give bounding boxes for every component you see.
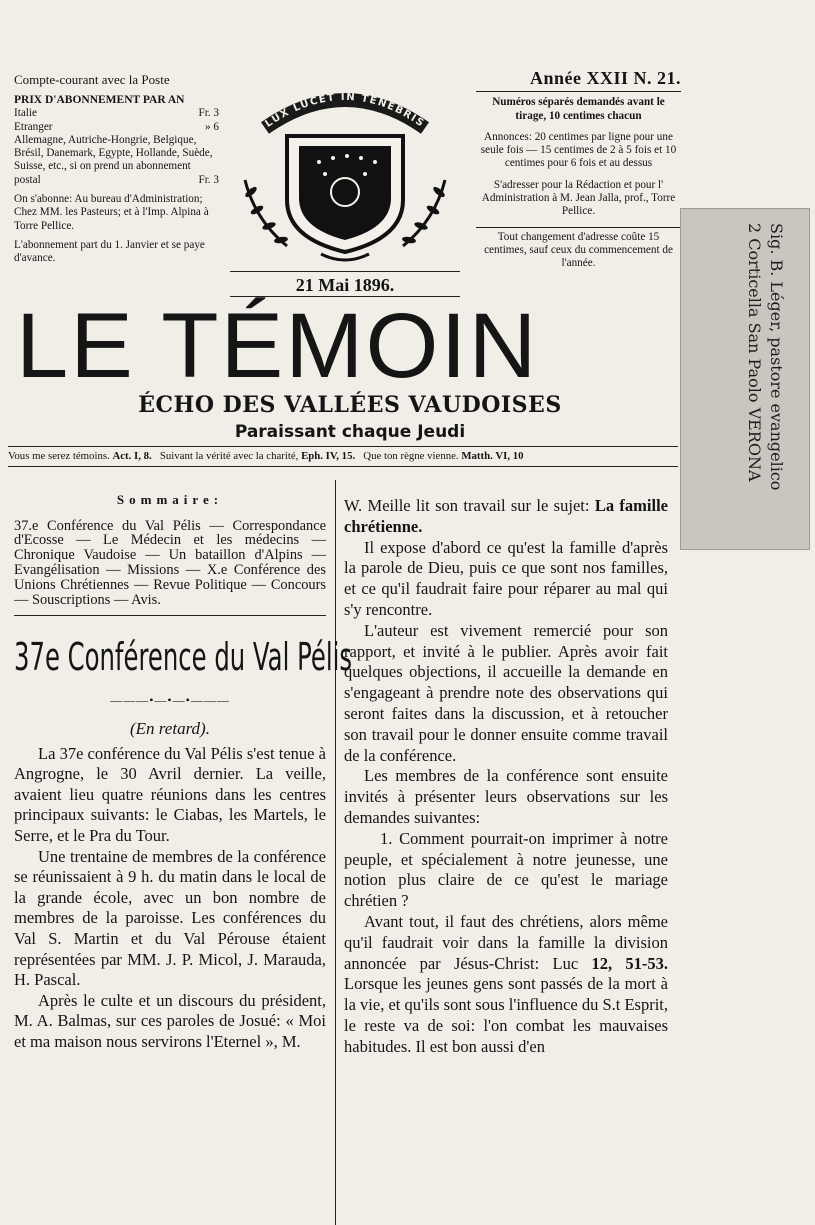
summary-title: Sommaire: [116, 492, 224, 507]
svg-text:LUX LUCET IN TENEBRIS [263, 92, 426, 130]
emblem-shield [225, 70, 465, 270]
subscription-title: PRIX D'ABONNEMENT PAR AN [14, 94, 185, 106]
subscription-block [14, 72, 219, 266]
column-divider [335, 480, 336, 1225]
period-text: L'abonnement part du 1. Janvier et se paye d'avance. [14, 238, 205, 265]
annonces-text: Annonces: 20 centimes par ligne pour une seule fois — 15 centimes de 2 à 5 fois et 10 centimes pour 6 fois et au dessus [480, 130, 677, 170]
paragraph: W. Meille lit son travail sur le sujet: La famille chrétienne. [344, 496, 668, 536]
issue-number: Année XXII N. 21. [529, 68, 681, 88]
paragraph: Avant tout, il faut des chrétiens, alors même qu'il faudrait voir dans la famille la division annoncée par Jésus-Christ: Luc 12, 51-53. Lorsque les jeunes gens sont passés de la mort à la vie, et qu'ils sont sous l'influence du S.t Esprit, le reste va de soi: l'on combat les mauvaises habitudes. Il est bon aussi d'en [344, 911, 668, 1056]
paragraph: Une trentaine de membres de la conférence se réunissaient à 9 h. du matin dans le local de la grande école, avec un bon nombre de membres de la paroisse. Les conférences du Val S. Martin et du Val Pérouse étaient représentées par MM. J. P. Micol, J. Marauda, H. Pascal. [14, 846, 326, 990]
motto-line: Vous me serez témoins. Act. I, 8. Suivant la vérité avec la charité, Eph. IV, 15. Que ton règne vienne. Matth. VI, 10 [8, 450, 524, 462]
newspaper-title: LE TÉMOIN [16, 295, 539, 397]
right-column [344, 496, 668, 1058]
article-note: (En retard). [130, 718, 210, 738]
stamp-line: 2 Corticella San Paolo VERONA [745, 223, 764, 482]
divider [8, 446, 678, 447]
account-line: Compte-courant avec la Poste [14, 72, 170, 87]
article-title: 37e Conférence du Val Pélis [14, 635, 353, 680]
ornament-icon: ———•—•—•——— [110, 693, 230, 708]
stamp-line: Sig. B. Léger, pastore evangelico [767, 223, 786, 491]
price-row-etranger: Etranger » 6 [14, 120, 219, 133]
change-text: Tout changement d'adresse coûte 15 centimes, sauf ceux du commencement de l'année. [476, 227, 681, 271]
divider [8, 466, 678, 467]
numbers-text: Numéros séparés demandés avant le tirage, 10 centimes chacun [492, 96, 665, 122]
issue-date: 21 Mai 1896. [295, 275, 395, 295]
paragraph: 1. Comment pourrait-on imprimer à notre peuple, et spécialement à notre jeunesse, une notion plus claire de ce qu'est le mariage chrétien ? [344, 828, 668, 911]
countries-text: Allemagne, Autriche-Hongrie, Belgique, Brésil, Danemark, Egypte, Hollande, Suède, Suisse, etc., si on prend un abonnement postal Fr. 3 [14, 133, 219, 186]
price-row-italie: Italie Fr. 3 [14, 107, 219, 120]
paragraph: La 37e conférence du Val Pélis s'est tenue à Angrogne, le 30 Avril dernier. La veille, avaient lieu quatre réunions dans les centres principaux suivants: le Ciabas, les Martels, le Serre, et le Pra du Tour. [14, 743, 326, 845]
address-stamp [680, 208, 810, 550]
left-column [14, 482, 353, 1052]
subscribe-text: On s'abonne: Au bureau d'Administration; Chez MM. les Pasteurs; et à l'Imp. Alpina à Torre Pellice. [14, 193, 209, 232]
paragraph: L'auteur est vivement remercié pour son rapport, et invité à le publier. Après avoir fait quelques objections, il accueille la demande en s'engageant à prendre note des observations qui seront faites dans la discussion, et à retoucher son travail pour le donner ensuite comme travail de la conférence. [344, 620, 668, 765]
paragraph: Il expose d'abord ce qu'est la famille d'après la parole de Dieu, puis ce que sont nos familles, et ce qu'il faudrait faire pour réparer au mal qui s'y rencontre. [344, 537, 668, 619]
info-block [476, 68, 681, 271]
paragraph: Après le culte et un discours du président, M. A. Balmas, sur ces paroles de Josué: « Moi et ma maison nous servirons l'Eternel », M. [14, 990, 326, 1051]
newspaper-subtitle: ÉCHO DES VALLÉES VAUDOISES [138, 392, 562, 418]
summary-text: 37.e Conférence du Val Pélis — Correspondance d'Ecosse — Le Médecin et les médecins — Chronique Vaudoise — Un bataillon d'Alpins — Evangélisation — Missions — X.e Conférence des Unions Chrétiennes — Revue Politique — Concours — Souscriptions — Avis. [14, 517, 326, 608]
divider [230, 271, 460, 272]
address-text: S'adresser pour la Rédaction et pour l' Administration à M. Jean Jalla, prof., Torre Pellice. [481, 178, 676, 218]
paragraph: Les membres de la conférence sont ensuite invités à présenter leurs observations sur les demandes suivantes: [344, 766, 668, 827]
emblem-motto: LUX LUCET IN TENEBRIS [263, 91, 427, 130]
divider [14, 615, 326, 616]
publication-frequency: Paraissant chaque Jeudi [234, 422, 466, 442]
